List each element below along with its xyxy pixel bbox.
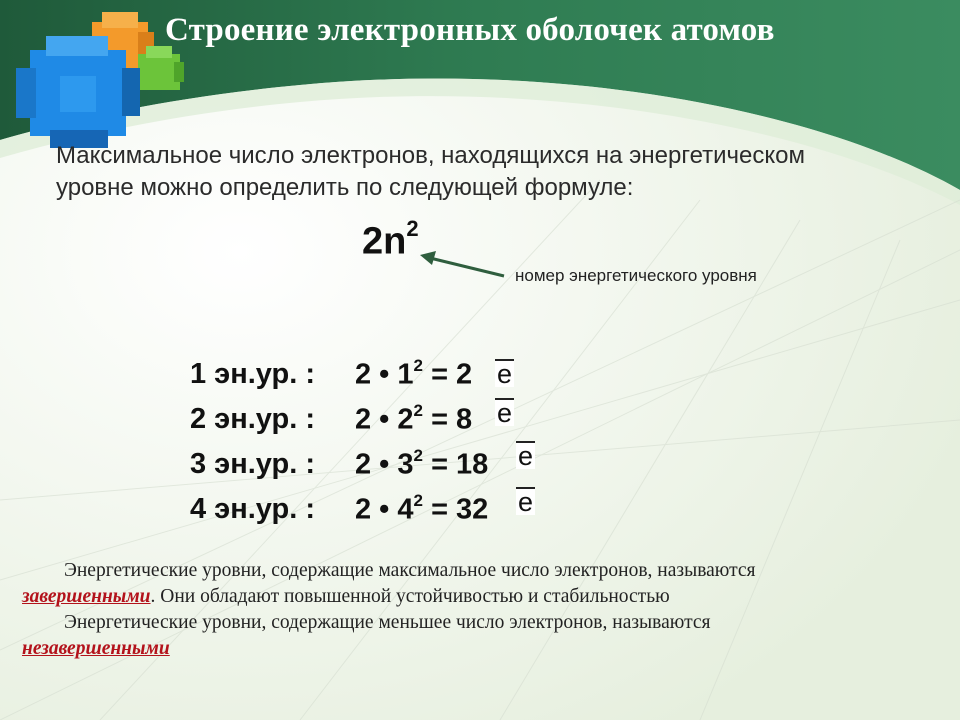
level-label: 1 эн.ур. : [190, 358, 316, 390]
level-equation: 2 • $4^2 = 32$ [355, 491, 489, 526]
note-line-4 [22, 636, 942, 662]
electron-symbol: e [497, 359, 513, 389]
formula-annotation: номер энергетического уровня [515, 266, 757, 285]
formula-exponent: 2 [406, 216, 419, 241]
formula-base: 2n [362, 220, 407, 263]
level-label: 2 эн.ур. : [190, 403, 316, 435]
puzzle-cubes-logo [10, 10, 190, 160]
electron-symbol: e [518, 441, 534, 471]
level-equation: 2 • $1^2 = 2$ [355, 356, 473, 391]
term-completed: завершенными [22, 586, 151, 607]
term-incomplete: незавершенными [22, 638, 170, 659]
level-equation: 2 • $3^2 = 18$ [355, 446, 489, 481]
slide-title: Строение электронных оболочек атомов [165, 12, 775, 48]
intro-text: Максимальное число электронов, находящихся на энергетическом уровне можно определить по следующей формуле: [56, 142, 805, 201]
formula [362, 216, 419, 264]
note-line-3: Энергетические уровни, содержащие меньшее число электронов, называются [64, 612, 711, 633]
electron-symbol: e [518, 487, 534, 517]
level-label: 4 эн.ур. : [190, 493, 316, 525]
note-line-2: завершенными. Они обладают повышенной устойчивостью и стабильностью [22, 586, 670, 607]
level-label: 3 эн.ур. : [190, 448, 316, 480]
electron-symbol: e [497, 398, 513, 428]
level-equation: 2 • $2^2 = 8$ [355, 401, 473, 436]
note-line-1: Энергетические уровни, содержащие максимальное число электронов, называются [64, 560, 756, 581]
arrow-pointer [418, 248, 508, 288]
conclusion-note [22, 558, 942, 662]
